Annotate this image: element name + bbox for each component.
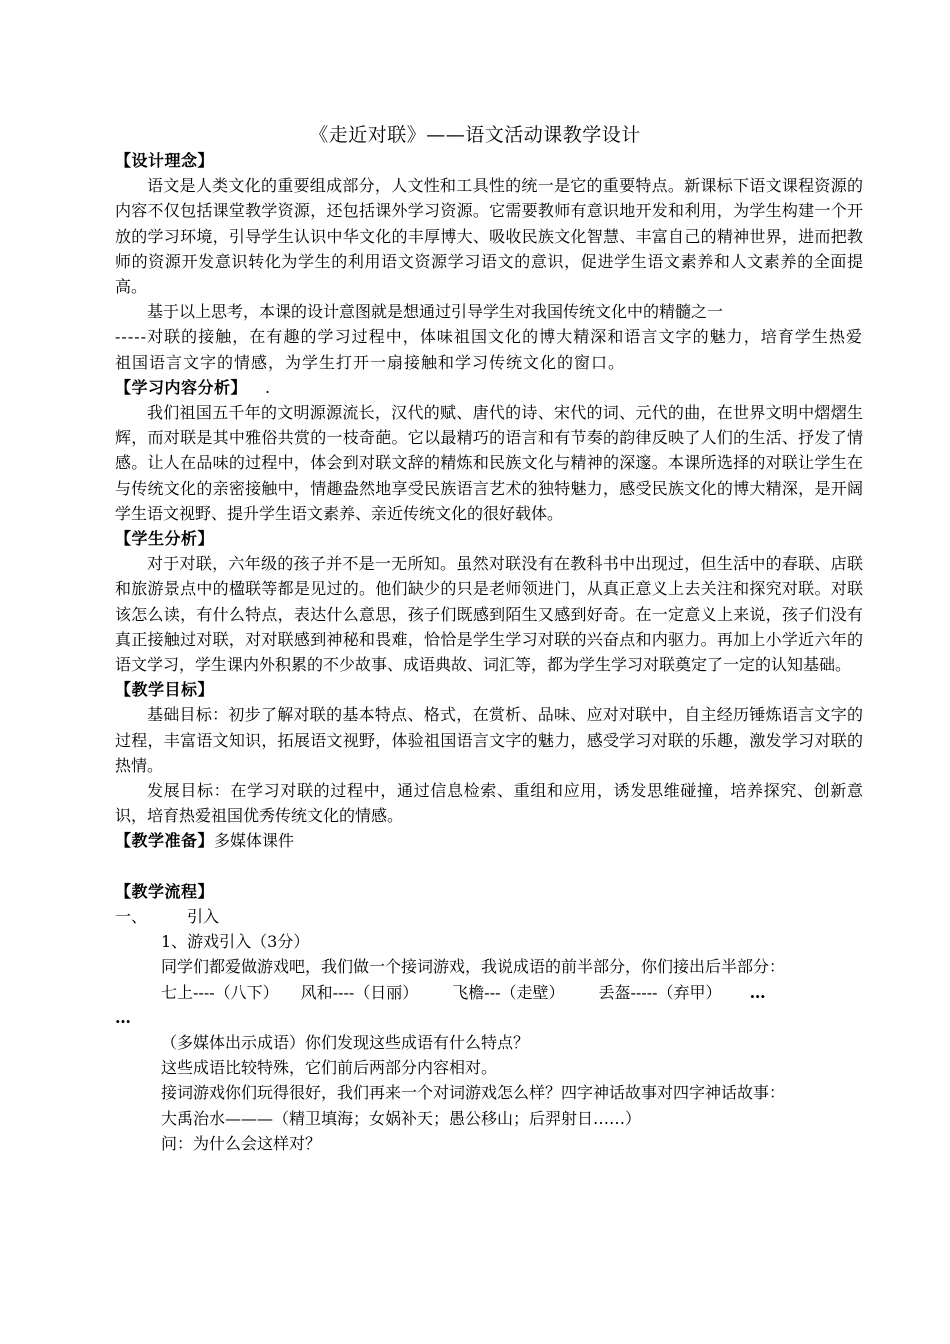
stray-dot: . bbox=[265, 377, 271, 397]
section-heading-flow: 【教学流程】 bbox=[115, 881, 215, 901]
question-1: （多媒体出示成语）你们发现这些成语有什么特点？ bbox=[161, 1032, 530, 1052]
idiom-item: 丢盔-----（弃甲） bbox=[598, 982, 722, 1002]
blank-line bbox=[115, 854, 863, 879]
section-heading-prep: 【教学准备】 bbox=[115, 831, 215, 851]
prep-row bbox=[115, 828, 863, 853]
section-heading-content: 【学习内容分析】 bbox=[115, 377, 248, 397]
myth-line: 大禹治水———（精卫填海；女娲补天；愚公移山；后羿射日……） bbox=[161, 1108, 642, 1128]
ellipsis-continuation bbox=[115, 1005, 863, 1030]
content-paragraph-1: 我们祖国五千年的文明源源流长，汉代的赋、唐代的诗、宋代的词、元代的曲，在世界文明中熠熠生辉，而对联是其中雅俗共赏的一枝奇葩。它以最精巧的语言和有节奏的韵律反映了人们的生活、抒发了情感。让人在品味的过程中，体会到对联文辞的精炼和民族文化与精神的深邃。本课所选择的对联让学生在与传统文化的亲密接触中，情趣盎然地享受民族语言艺术的独特魅力，感受民族文化的博大精深，是开阔学生语文视野、提升学生语文素养、亲近传统文化的很好载体。 bbox=[115, 403, 863, 523]
ellipsis-mark: … bbox=[749, 982, 767, 1002]
flow-step-1-number: 一、 bbox=[115, 906, 148, 926]
next-game-paragraph: 接词游戏你们玩得很好，我们再来一个对词游戏怎么样？四字神话故事对四字神话故事： bbox=[161, 1083, 786, 1103]
ellipsis-mark: … bbox=[115, 1007, 132, 1027]
concept-paragraph-1: 语文是人类文化的重要组成部分，人文性和工具性的统一是它的重要特点。新课标下语文课程资源的内容不仅包括课堂教学资源，还包括课外学习资源。它需要教师有意识地开发和利用，为学生构建一个开放的学习环境，引导学生认识中华文化的丰厚博大、吸收民族文化智慧、丰富自己的精神世界，进而把教师的资源开发意识转化为学生的利用语文资源学习语文的意识，促进学生语文素养和人文素养的全面提高。 bbox=[115, 176, 863, 297]
game-intro-paragraph: 同学们都爱做游戏吧，我们做一个接词游戏，我说成语的前半部分，你们接出后半部分： bbox=[161, 957, 786, 977]
section-heading-concept: 【设计理念】 bbox=[115, 151, 215, 170]
question-2: 问：为什么会这样对？ bbox=[161, 1133, 322, 1153]
goal-paragraph-develop: 发展目标：在学习对联的过程中，通过信息检索、重组和应用，诱发思维碰撞，培养探究、创新意识，培育热爱祖国优秀传统文化的情感。 bbox=[115, 781, 863, 826]
student-paragraph-1: 对于对联，六年级的孩子并不是一无所知。虽然对联没有在教科书中出现过，但生活中的春联、店联和旅游景点中的楹联等都是见过的。他们缺少的只是老师领进门，从真正意义上去关注和探究对联。对联该怎么读，有什么特点，表达什么意思，孩子们既感到陌生又感到好奇。在一定意义上来说，孩子们没有真正接触过对联，对对联感到神秘和畏难，恰恰是学生学习对联的兴奋点和内驱力。再加上小学近六年的语文学习，学生课内外积累的不少故事、成语典故、词汇等，都为学生学习对联奠定了一定的认知基础。 bbox=[115, 554, 863, 675]
flow-step-1-label: 引入 bbox=[187, 906, 220, 926]
idiom-item: 风和----（日丽） bbox=[300, 982, 419, 1002]
prep-text: 多媒体课件 bbox=[214, 831, 295, 851]
section-heading-content-row bbox=[115, 375, 863, 400]
document-title: 《走近对联》——语文活动课教学设计 bbox=[309, 124, 641, 146]
document-body bbox=[115, 148, 863, 1156]
section-heading-goal: 【教学目标】 bbox=[115, 680, 215, 700]
answer-1: 这些成语比较特殊，它们前后两部分内容相对。 bbox=[161, 1058, 498, 1078]
flow-step-1 bbox=[115, 904, 863, 929]
goal-paragraph-basic: 基础目标：初步了解对联的基本特点、格式，在赏析、品味、应对对联中，自主经历锤炼语言文字的过程，丰富语文知识，拓展语文视野，体验祖国语言文字的魅力，感受学习对联的乐趣，激发学习对联的热情。 bbox=[115, 705, 863, 775]
section-heading-student: 【学生分析】 bbox=[115, 529, 215, 549]
idiom-item: 飞檐---（走壁） bbox=[452, 982, 565, 1002]
game-title: 1、游戏引入（3分） bbox=[161, 932, 310, 952]
concept-paragraph-2b-text: -----对联的接触，在有趣的学习过程中，体味祖国文化的博大精深和语言文字的魅力，培育学生热爱祖国语言文字的情感，为学生打开一扇接触和学习传统文化的窗口。 bbox=[115, 327, 863, 372]
concept-paragraph-2a: 基于以上思考，本课的设计意图就是想通过引导学生对我国传统文化中的精髓之一 bbox=[147, 302, 724, 322]
idiom-row bbox=[115, 980, 863, 1005]
idiom-item: 七上----（八下） bbox=[161, 982, 279, 1002]
concept-paragraph-2b bbox=[115, 324, 863, 374]
